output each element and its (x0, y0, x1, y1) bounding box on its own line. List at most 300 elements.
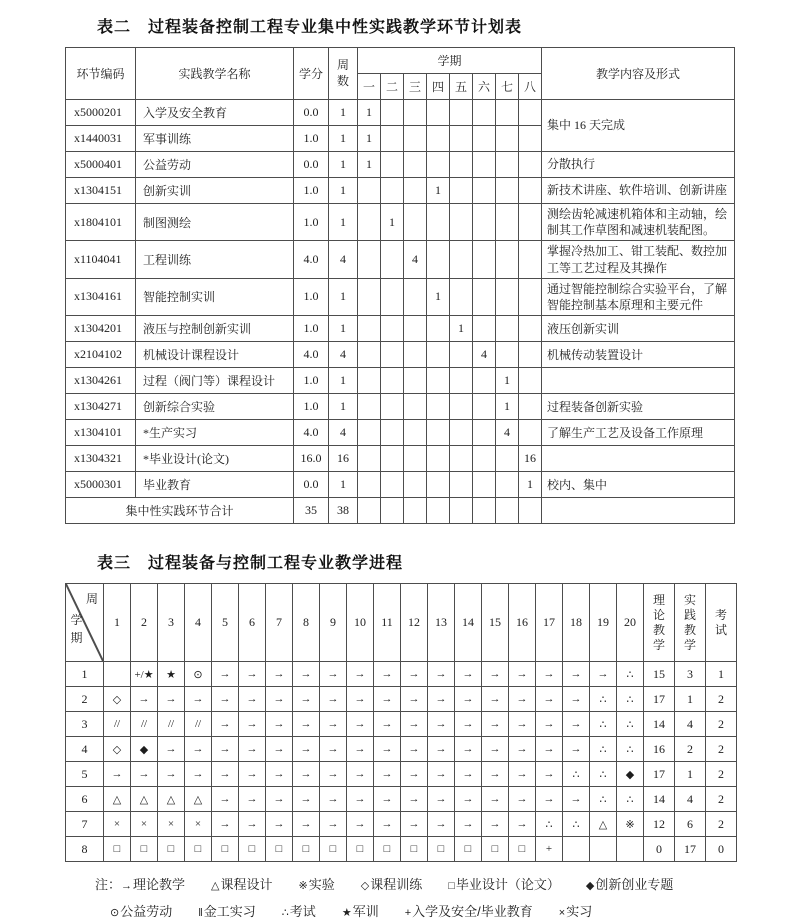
legend-symbol: × (558, 907, 566, 920)
semester-2-weeks (381, 278, 404, 315)
legend-symbol: ◆ (585, 880, 595, 893)
teaching-content: 过程装备创新实验 (542, 394, 735, 420)
empty-cell (404, 498, 427, 524)
semester-4-weeks (427, 152, 450, 178)
semester-5-weeks (450, 446, 473, 472)
week-8-symbol: □ (293, 837, 320, 862)
week-7-symbol: → (266, 812, 293, 837)
semester-3-weeks (404, 342, 427, 368)
week-7-symbol: → (266, 687, 293, 712)
semester-7-weeks (496, 178, 519, 204)
schedule-row (66, 762, 737, 787)
semester-5-weeks (450, 420, 473, 446)
teaching-content: 液压创新实训 (542, 316, 735, 342)
week-1-symbol: □ (104, 837, 131, 862)
semester-4-weeks (427, 126, 450, 152)
week-11-symbol: → (374, 737, 401, 762)
week-1-symbol: △ (104, 787, 131, 812)
week-15-symbol: → (482, 812, 509, 837)
legend-symbol: ∴ (281, 907, 289, 920)
header-semester-2: 二 (381, 74, 404, 100)
week-13-symbol: → (428, 762, 455, 787)
week-header-18: 18 (563, 584, 590, 662)
legend-symbol: ※ (298, 880, 308, 893)
empty-cell (496, 498, 519, 524)
week-8-symbol: → (293, 737, 320, 762)
semester-5-weeks (450, 152, 473, 178)
header-semester: 学期 (358, 48, 542, 74)
week-4-symbol: □ (185, 837, 212, 862)
semester-4-weeks: 1 (427, 178, 450, 204)
week-6-symbol: → (239, 762, 266, 787)
semester-3-weeks (404, 204, 427, 241)
empty-cell (358, 498, 381, 524)
week-9-symbol: → (320, 687, 347, 712)
header-semester-3: 三 (404, 74, 427, 100)
week-8-symbol: → (293, 812, 320, 837)
week-6-symbol: → (239, 737, 266, 762)
legend-label: 课程设计 (220, 877, 273, 893)
semester-6-weeks (473, 100, 496, 126)
week-10-symbol: → (347, 787, 374, 812)
semester-6-weeks (473, 204, 496, 241)
legend-symbol: ‖ (198, 907, 203, 920)
semester-2-weeks (381, 394, 404, 420)
week-3-symbol: → (158, 687, 185, 712)
course-weeks: 1 (329, 100, 358, 126)
header-semester-1: 一 (358, 74, 381, 100)
header-content: 教学内容及形式 (542, 48, 735, 100)
week-16-symbol: → (509, 812, 536, 837)
exam-weeks: 2 (706, 762, 737, 787)
course-credit: 4.0 (294, 241, 329, 278)
header-credit: 学分 (294, 48, 329, 100)
theory-weeks: 17 (644, 762, 675, 787)
legend-symbol: ◇ (360, 880, 370, 893)
semester-3-weeks (404, 316, 427, 342)
week-3-symbol: □ (158, 837, 185, 862)
legend-label: 军训 (352, 904, 379, 920)
semester-3-weeks (404, 278, 427, 315)
week-header-1: 1 (104, 584, 131, 662)
semester-8-weeks (519, 394, 542, 420)
week-20-symbol: ∴ (617, 737, 644, 762)
week-12-symbol: → (401, 737, 428, 762)
week-18-symbol: ∴ (563, 762, 590, 787)
semester-1-weeks (358, 446, 381, 472)
teaching-content: 掌握冷热加工、钳工装配、数控加工等工艺过程及其操作 (542, 241, 735, 278)
week-11-symbol: → (374, 662, 401, 687)
week-19-symbol: ∴ (590, 712, 617, 737)
semester-1-weeks (358, 368, 381, 394)
semester-7-weeks: 1 (496, 394, 519, 420)
semester-2-weeks (381, 446, 404, 472)
week-15-symbol: → (482, 787, 509, 812)
semester-label: 8 (66, 837, 104, 862)
course-name: 入学及安全教育 (136, 100, 294, 126)
week-1-symbol: // (104, 712, 131, 737)
course-credit: 1.0 (294, 178, 329, 204)
empty-cell (473, 498, 496, 524)
week-18-symbol (563, 837, 590, 862)
course-code: x5000401 (66, 152, 136, 178)
week-5-symbol: → (212, 737, 239, 762)
legend-label: 实验 (308, 877, 335, 893)
week-11-symbol: → (374, 787, 401, 812)
semester-5-weeks (450, 126, 473, 152)
week-16-symbol: → (509, 687, 536, 712)
theory-weeks: 17 (644, 687, 675, 712)
semester-7-weeks (496, 472, 519, 498)
semester-4-weeks (427, 241, 450, 278)
week-16-symbol: → (509, 762, 536, 787)
course-name: *毕业设计(论文) (136, 446, 294, 472)
week-3-symbol: △ (158, 787, 185, 812)
course-credit: 0.0 (294, 472, 329, 498)
week-18-symbol: → (563, 737, 590, 762)
exam-weeks: 2 (706, 712, 737, 737)
week-19-symbol: ∴ (590, 762, 617, 787)
legend-item (405, 904, 533, 919)
semester-8-weeks (519, 126, 542, 152)
week-17-symbol: → (536, 662, 563, 687)
semester-1-weeks (358, 316, 381, 342)
table3-title: 表三 过程装备与控制工程专业教学进程 (97, 555, 404, 573)
semester-7-weeks (496, 126, 519, 152)
course-code: x1304151 (66, 178, 136, 204)
week-4-symbol: × (185, 812, 212, 837)
semester-5-weeks (450, 342, 473, 368)
course-weeks: 1 (329, 178, 358, 204)
semester-1-weeks (358, 342, 381, 368)
legend (95, 874, 735, 920)
exam-weeks: 2 (706, 687, 737, 712)
course-code: x1304201 (66, 316, 136, 342)
week-1-symbol: × (104, 812, 131, 837)
week-14-symbol: → (455, 712, 482, 737)
week-2-symbol: △ (131, 787, 158, 812)
semester-6-weeks (473, 278, 496, 315)
course-name: 军事训练 (136, 126, 294, 152)
course-code: x1804101 (66, 204, 136, 241)
week-13-symbol: □ (428, 837, 455, 862)
semester-4-weeks (427, 420, 450, 446)
semester-3-weeks (404, 100, 427, 126)
legend-symbol: ★ (341, 907, 352, 920)
exam-weeks: 1 (706, 662, 737, 687)
header-weeks: 周数 (329, 48, 358, 100)
week-12-symbol: → (401, 787, 428, 812)
week-15-symbol: → (482, 737, 509, 762)
course-credit: 0.0 (294, 152, 329, 178)
corner-week-label: 周 (85, 592, 98, 607)
practice-row (66, 241, 735, 278)
semester-label: 6 (66, 787, 104, 812)
week-header-2: 2 (131, 584, 158, 662)
semester-6-weeks (473, 368, 496, 394)
course-weeks: 1 (329, 316, 358, 342)
week-header-6: 6 (239, 584, 266, 662)
week-19-symbol: ∴ (590, 737, 617, 762)
legend-label: 课程训练 (370, 877, 423, 893)
course-name: 创新实训 (136, 178, 294, 204)
week-10-symbol: → (347, 687, 374, 712)
schedule-row (66, 737, 737, 762)
week-2-symbol: // (131, 712, 158, 737)
legend-symbol: □ (448, 880, 455, 893)
week-15-symbol: → (482, 712, 509, 737)
semester-2-weeks (381, 100, 404, 126)
course-weeks: 1 (329, 278, 358, 315)
week-17-symbol: → (536, 737, 563, 762)
week-18-symbol: → (563, 787, 590, 812)
week-10-symbol: □ (347, 837, 374, 862)
teaching-content: 校内、集中 (542, 472, 735, 498)
empty-cell (427, 498, 450, 524)
course-name: 公益劳动 (136, 152, 294, 178)
schedule-row (66, 787, 737, 812)
semester-3-weeks (404, 472, 427, 498)
header-semester-8: 八 (519, 74, 542, 100)
semester-5-weeks (450, 472, 473, 498)
semester-8-weeks (519, 241, 542, 278)
week-7-symbol: → (266, 737, 293, 762)
week-5-symbol: → (212, 762, 239, 787)
semester-1-weeks (358, 420, 381, 446)
header-semester-5: 五 (450, 74, 473, 100)
week-15-symbol: □ (482, 837, 509, 862)
week-4-symbol: → (185, 762, 212, 787)
teaching-content: 测绘齿轮减速机箱体和主动轴，绘制其工作草图和减速机装配图。 (542, 204, 735, 241)
course-name: 制图测绘 (136, 204, 294, 241)
week-12-symbol: → (401, 712, 428, 737)
total-credit: 35 (294, 498, 329, 524)
semester-4-weeks (427, 368, 450, 394)
week-13-symbol: → (428, 662, 455, 687)
semester-2-weeks (381, 126, 404, 152)
week-17-symbol: ∴ (536, 812, 563, 837)
semester-8-weeks: 1 (519, 472, 542, 498)
week-1-symbol: ◇ (104, 737, 131, 762)
corner-semester-label: 学期 (70, 613, 83, 645)
semester-2-weeks (381, 342, 404, 368)
week-2-symbol: +/★ (131, 662, 158, 687)
week-8-symbol: → (293, 687, 320, 712)
week-15-symbol: → (482, 762, 509, 787)
semester-2-weeks (381, 472, 404, 498)
legend-item (559, 904, 592, 919)
week-20-symbol: ◆ (617, 762, 644, 787)
theory-weeks: 12 (644, 812, 675, 837)
legend-label: 理论教学 (133, 877, 186, 893)
semester-7-weeks (496, 100, 519, 126)
week-5-symbol: → (212, 712, 239, 737)
legend-item (121, 877, 185, 892)
header-semester-4: 四 (427, 74, 450, 100)
week-header-17: 17 (536, 584, 563, 662)
week-9-symbol: → (320, 712, 347, 737)
week-5-symbol: → (212, 787, 239, 812)
course-weeks: 16 (329, 446, 358, 472)
week-10-symbol: → (347, 712, 374, 737)
legend-symbol: ⊙ (110, 907, 120, 920)
table2-header-row-1 (66, 48, 735, 74)
semester-7-weeks (496, 152, 519, 178)
semester-6-weeks (473, 472, 496, 498)
legend-item (586, 877, 673, 892)
exam-weeks: 2 (706, 812, 737, 837)
semester-3-weeks (404, 178, 427, 204)
week-header-19: 19 (590, 584, 617, 662)
teaching-content (542, 446, 735, 472)
week-17-symbol: → (536, 712, 563, 737)
semester-3-weeks: 4 (404, 241, 427, 278)
teaching-content: 分散执行 (542, 152, 735, 178)
semester-7-weeks (496, 316, 519, 342)
legend-item (282, 904, 316, 919)
semester-1-weeks (358, 204, 381, 241)
table2-title: 表二 过程装备控制工程专业集中性实践教学环节计划表 (97, 19, 523, 36)
week-4-symbol: △ (185, 787, 212, 812)
semester-1-weeks: 1 (358, 100, 381, 126)
practice-weeks: 1 (675, 687, 706, 712)
legend-line-2 (95, 901, 735, 920)
week-12-symbol: → (401, 687, 428, 712)
week-header-7: 7 (266, 584, 293, 662)
week-14-symbol: → (455, 812, 482, 837)
week-15-symbol: → (482, 662, 509, 687)
schedule-row (66, 687, 737, 712)
week-18-symbol: ∴ (563, 812, 590, 837)
teaching-content (542, 368, 735, 394)
week-header-20: 20 (617, 584, 644, 662)
week-16-symbol: □ (509, 837, 536, 862)
practice-row (66, 204, 735, 241)
practice-row (66, 368, 735, 394)
week-3-symbol: → (158, 762, 185, 787)
week-1-symbol: → (104, 762, 131, 787)
week-14-symbol: → (455, 787, 482, 812)
semester-2-weeks (381, 178, 404, 204)
course-name: 毕业教育 (136, 472, 294, 498)
practice-row (66, 152, 735, 178)
week-19-symbol: ∴ (590, 687, 617, 712)
week-4-symbol: → (185, 737, 212, 762)
week-6-symbol: → (239, 812, 266, 837)
week-10-symbol: → (347, 762, 374, 787)
semester-8-weeks (519, 100, 542, 126)
semester-3-weeks (404, 368, 427, 394)
week-6-symbol: → (239, 787, 266, 812)
semester-7-weeks (496, 204, 519, 241)
semester-3-weeks (404, 394, 427, 420)
teaching-content: 机械传动装置设计 (542, 342, 735, 368)
week-header-13: 13 (428, 584, 455, 662)
week-4-symbol: // (185, 712, 212, 737)
semester-6-weeks (473, 446, 496, 472)
semester-7-weeks (496, 241, 519, 278)
semester-1-weeks (358, 472, 381, 498)
week-2-symbol: → (131, 762, 158, 787)
course-credit: 1.0 (294, 204, 329, 241)
legend-label: 公益劳动 (120, 904, 173, 920)
semester-2-weeks (381, 152, 404, 178)
week-2-symbol: □ (131, 837, 158, 862)
week-16-symbol: → (509, 712, 536, 737)
semester-3-weeks (404, 446, 427, 472)
course-code: x1440031 (66, 126, 136, 152)
semester-6-weeks (473, 316, 496, 342)
semester-7-weeks (496, 278, 519, 315)
week-17-symbol: + (536, 837, 563, 862)
semester-8-weeks (519, 278, 542, 315)
semester-label: 1 (66, 662, 104, 687)
semester-7-weeks (496, 446, 519, 472)
week-6-symbol: → (239, 687, 266, 712)
semester-8-weeks (519, 178, 542, 204)
semester-4-weeks (427, 100, 450, 126)
practice-row (66, 472, 735, 498)
practice-row (66, 342, 735, 368)
course-code: x1104041 (66, 241, 136, 278)
course-credit: 4.0 (294, 342, 329, 368)
legend-symbol: + (404, 907, 412, 920)
week-11-symbol: → (374, 812, 401, 837)
week-19-symbol (590, 837, 617, 862)
practice-row (66, 420, 735, 446)
course-name: 液压与控制创新实训 (136, 316, 294, 342)
week-9-symbol: → (320, 737, 347, 762)
course-code: x1304101 (66, 420, 136, 446)
week-19-symbol: △ (590, 812, 617, 837)
theory-weeks: 15 (644, 662, 675, 687)
schedule-row (66, 837, 737, 862)
week-7-symbol: □ (266, 837, 293, 862)
week-5-symbol: → (212, 687, 239, 712)
week-header-12: 12 (401, 584, 428, 662)
legend-symbol: → (121, 880, 133, 893)
course-name: 过程（阀门等）课程设计 (136, 368, 294, 394)
semester-label: 4 (66, 737, 104, 762)
week-7-symbol: → (266, 762, 293, 787)
course-name: 工程训练 (136, 241, 294, 278)
week-12-symbol: → (401, 762, 428, 787)
week-10-symbol: → (347, 737, 374, 762)
course-code: x1304161 (66, 278, 136, 315)
course-name: 创新综合实验 (136, 394, 294, 420)
course-name: 机械设计课程设计 (136, 342, 294, 368)
course-weeks: 4 (329, 342, 358, 368)
legend-note-prefix: 注： (95, 877, 122, 893)
semester-1-weeks (358, 178, 381, 204)
legend-item (211, 877, 272, 892)
semester-5-weeks (450, 278, 473, 315)
course-credit: 4.0 (294, 420, 329, 446)
header-semester-7: 七 (496, 74, 519, 100)
semester-5-weeks (450, 368, 473, 394)
semester-6-weeks (473, 178, 496, 204)
practice-row (66, 316, 735, 342)
semester-4-weeks: 1 (427, 278, 450, 315)
legend-label: 入学及安全/毕业教育 (412, 904, 533, 920)
week-header-11: 11 (374, 584, 401, 662)
semester-6-weeks (473, 420, 496, 446)
week-9-symbol: → (320, 762, 347, 787)
schedule-row (66, 662, 737, 687)
course-credit: 1.0 (294, 278, 329, 315)
legend-item (299, 877, 335, 892)
exam-weeks: 0 (706, 837, 737, 862)
